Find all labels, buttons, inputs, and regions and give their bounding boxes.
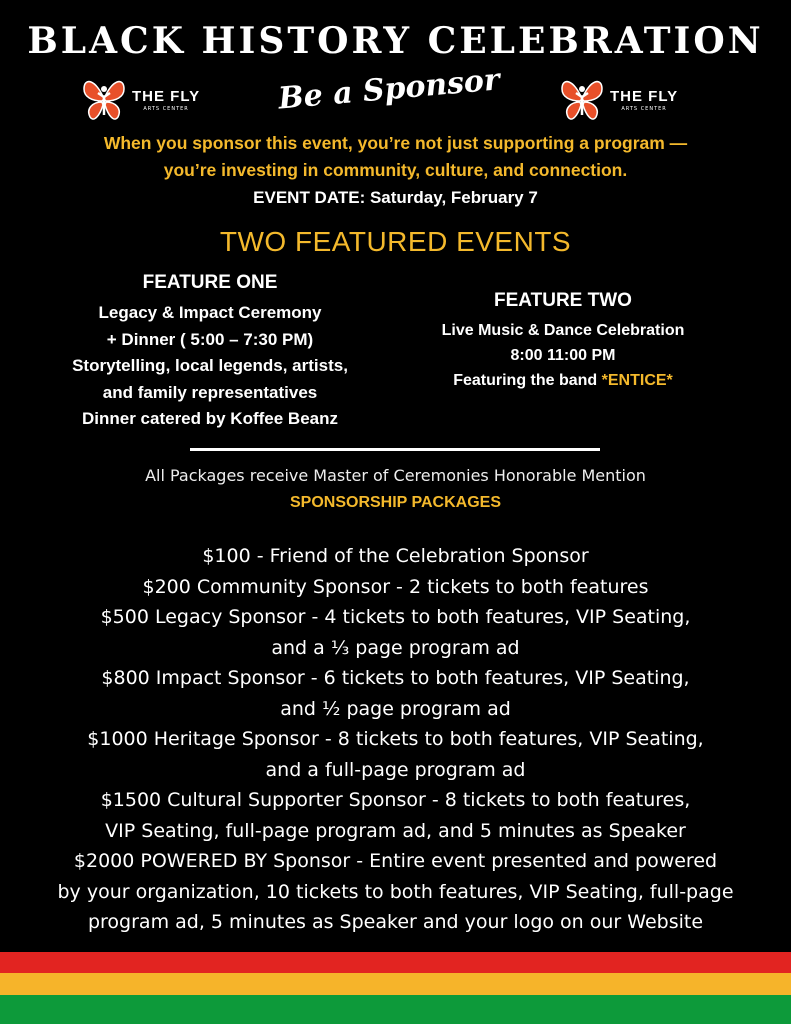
package-line: by your organization, 10 tickets to both features, VIP Seating, full-page — [57, 880, 734, 903]
packages-list — [0, 541, 791, 938]
package-line: and ½ page program ad — [280, 697, 511, 720]
feature-one-line: + Dinner ( 5:00 – 7:30 PM) — [106, 329, 314, 349]
page-title: BLACK HISTORY CELEBRATION — [27, 20, 764, 62]
packages-heading: SPONSORSHIP PACKAGES — [289, 494, 501, 511]
feature-one-line: Storytelling, local legends, artists, — [72, 356, 348, 375]
package-line: $200 Community Sponsor - 2 tickets to both features — [142, 575, 649, 598]
package-line: $500 Legacy Sponsor - 4 tickets to both features, VIP Seating, — [100, 606, 691, 628]
stripe-green — [0, 995, 791, 1024]
event-date-label: EVENT DATE: — [253, 188, 366, 207]
logo-subtitle: ARTS CENTER — [143, 105, 189, 112]
band-name: *ENTICE* — [601, 372, 673, 389]
feature-two-line: Live Music & Dance Celebration — [441, 322, 685, 339]
sponsor-script-heading: Be a Sponsor — [276, 62, 502, 117]
feature-one-line: Dinner catered by Koffee Beanz — [81, 409, 338, 428]
package-line: $100 - Friend of the Celebration Sponsor — [202, 545, 589, 567]
package-line: and a ⅓ page program ad — [271, 636, 520, 659]
logo-left — [82, 72, 200, 128]
band-prefix: Featuring the band — [453, 372, 602, 389]
event-date-value: Saturday, February 7 — [365, 188, 538, 207]
package-line: $800 Impact Sponsor - 6 tickets to both features, VIP Seating, — [101, 667, 690, 689]
package-line: $2000 POWERED BY Sponsor - Entire event presented and powered — [73, 850, 718, 872]
package-line: $1000 Heritage Sponsor - 8 tickets to both features, VIP Seating, — [87, 728, 704, 750]
feature-two-line: 8:00 11:00 PM — [510, 347, 616, 364]
intro-text — [0, 130, 791, 184]
feature-one — [20, 272, 400, 433]
logo-subtitle: ARTS CENTER — [621, 105, 667, 112]
featured-events-heading: TWO FEATURED EVENTS — [219, 226, 572, 257]
intro-line: When you sponsor this event, you’re not just supporting a program — — [103, 133, 688, 153]
package-line: VIP Seating, full-page program ad, and 5 minutes as Speaker — [105, 819, 686, 842]
package-line: $1500 Cultural Supporter Sponsor - 8 tickets to both features, — [100, 789, 691, 811]
feature-one-line: and family representatives — [102, 382, 318, 402]
butterfly-icon — [82, 75, 126, 125]
package-line: program ad, 5 minutes as Speaker and your logo on our Website — [87, 911, 704, 933]
stripe-red — [0, 952, 791, 973]
logo-name: THE FLY — [610, 87, 679, 105]
butterfly-icon — [560, 75, 604, 125]
mention-text: All Packages receive Master of Ceremonies Honorable Mention — [145, 466, 646, 485]
stripe-gold — [0, 973, 791, 995]
feature-one-line: Legacy & Impact Ceremony — [98, 303, 322, 322]
feature-two — [398, 290, 728, 393]
intro-line: you’re investing in community, culture, and connection. — [163, 160, 628, 180]
feature-two-title: FEATURE TWO — [494, 290, 632, 311]
package-line: and a full-page program ad — [265, 758, 526, 781]
feature-one-title: FEATURE ONE — [142, 272, 278, 293]
section-divider — [190, 448, 600, 451]
event-date — [0, 188, 791, 208]
feature-two-band-line — [398, 368, 728, 393]
logo-right — [560, 72, 678, 128]
logo-name: THE FLY — [132, 87, 201, 105]
